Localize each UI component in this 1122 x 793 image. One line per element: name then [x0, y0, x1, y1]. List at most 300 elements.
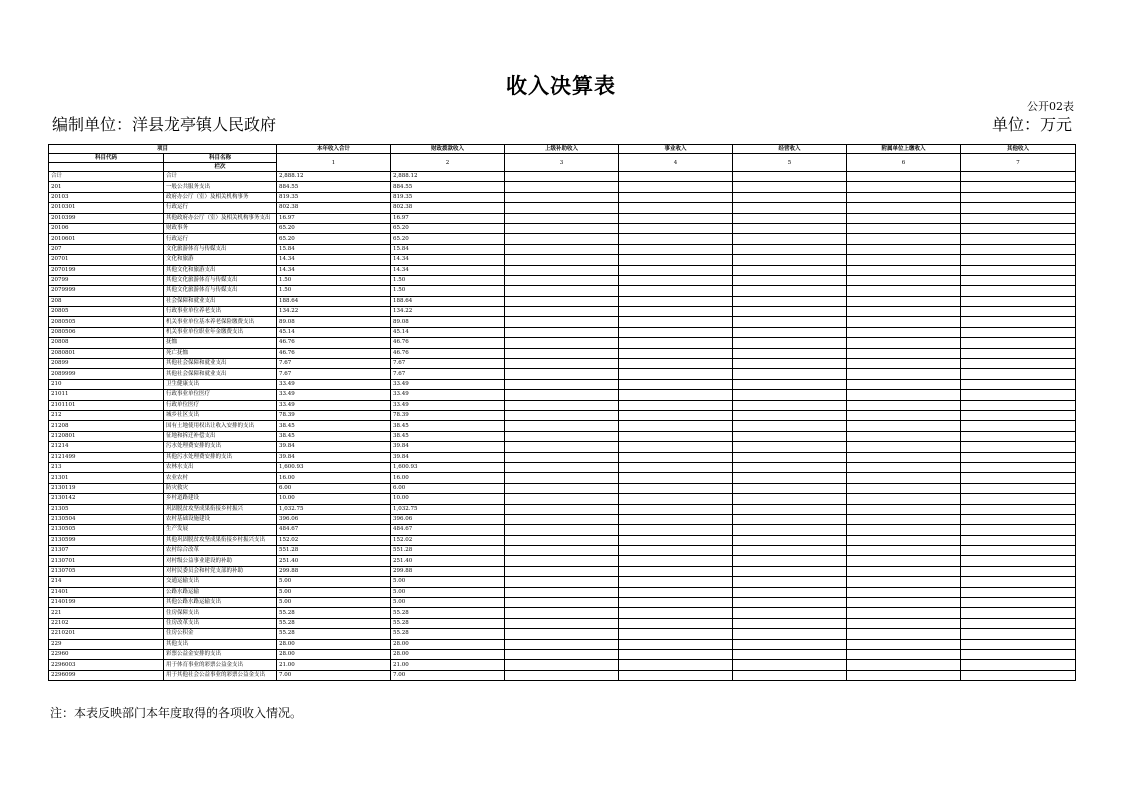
- header-index-7: 7: [961, 154, 1076, 172]
- cell-code: 207: [49, 244, 164, 254]
- cell-empty: [505, 286, 619, 296]
- cell-empty: [961, 431, 1076, 441]
- cell-fiscal: 55.28: [391, 618, 505, 628]
- cell-empty: [619, 286, 733, 296]
- cell-name: 征地和拆迁补偿支出: [164, 431, 277, 441]
- cell-empty: [619, 670, 733, 680]
- cell-name: 用于其他社会公益事业的彩票公益金支出: [164, 670, 277, 680]
- cell-name: 住房公积金: [164, 629, 277, 639]
- cell-empty: [733, 348, 847, 358]
- cell-fiscal: 33.49: [391, 379, 505, 389]
- cell-total: 39.84: [277, 452, 391, 462]
- table-row: [49, 431, 1076, 441]
- cell-empty: [961, 192, 1076, 202]
- cell-empty: [847, 400, 961, 410]
- cell-empty: [847, 546, 961, 556]
- cell-empty: [847, 473, 961, 483]
- cell-empty: [733, 660, 847, 670]
- table-row: [49, 587, 1076, 597]
- cell-name: 财政事务: [164, 223, 277, 233]
- cell-total: 14.34: [277, 255, 391, 265]
- cell-fiscal: 10.00: [391, 494, 505, 504]
- cell-empty: [733, 598, 847, 608]
- cell-empty: [619, 255, 733, 265]
- org-label: 编制单位：洋县龙亭镇人民政府: [52, 115, 277, 134]
- cell-empty: [619, 577, 733, 587]
- cell-code: 2130505: [49, 525, 164, 535]
- cell-empty: [505, 452, 619, 462]
- cell-empty: [619, 172, 733, 182]
- cell-empty: [733, 265, 847, 275]
- cell-code: 22960: [49, 649, 164, 659]
- cell-fiscal: 2,888.12: [391, 172, 505, 182]
- cell-empty: [961, 296, 1076, 306]
- cell-empty: [847, 670, 961, 680]
- cell-empty: [847, 379, 961, 389]
- cell-empty: [733, 494, 847, 504]
- table-row: [49, 223, 1076, 233]
- cell-empty: [733, 421, 847, 431]
- cell-empty: [733, 317, 847, 327]
- cell-empty: [961, 369, 1076, 379]
- cell-empty: [619, 203, 733, 213]
- cell-empty: [505, 660, 619, 670]
- cell-empty: [961, 598, 1076, 608]
- cell-empty: [847, 504, 961, 514]
- unit-label: 单位：万元: [991, 115, 1072, 134]
- cell-total: 16.00: [277, 473, 391, 483]
- cell-code: 210: [49, 379, 164, 389]
- cell-empty: [961, 213, 1076, 223]
- cell-name: 其他文化旅游体育与传媒支出: [164, 286, 277, 296]
- cell-code: 212: [49, 410, 164, 420]
- cell-code: 2296003: [49, 660, 164, 670]
- cell-name: 城乡社区支出: [164, 410, 277, 420]
- cell-empty: [505, 546, 619, 556]
- cell-empty: [619, 452, 733, 462]
- cell-empty: [961, 473, 1076, 483]
- cell-code: 2130599: [49, 535, 164, 545]
- cell-fiscal: 396.06: [391, 514, 505, 524]
- cell-total: 6.00: [277, 483, 391, 493]
- cell-empty: [961, 234, 1076, 244]
- cell-name: 行政运行: [164, 203, 277, 213]
- cell-empty: [847, 223, 961, 233]
- cell-empty: [733, 649, 847, 659]
- cell-empty: [505, 275, 619, 285]
- cell-total: 7.00: [277, 670, 391, 680]
- cell-name: 文化和旅游: [164, 255, 277, 265]
- table-row: [49, 462, 1076, 472]
- cell-empty: [847, 577, 961, 587]
- table-row: [49, 172, 1076, 182]
- cell-code: 2080505: [49, 317, 164, 327]
- cell-total: 884.55: [277, 182, 391, 192]
- cell-name: 对村级公益事业建设的补助: [164, 556, 277, 566]
- cell-total: 55.28: [277, 608, 391, 618]
- cell-empty: [733, 577, 847, 587]
- cell-fiscal: 188.64: [391, 296, 505, 306]
- table-row: [49, 213, 1076, 223]
- cell-empty: [961, 504, 1076, 514]
- cell-empty: [847, 317, 961, 327]
- cell-empty: [505, 234, 619, 244]
- cell-empty: [505, 649, 619, 659]
- cell-total: 46.76: [277, 338, 391, 348]
- table-row: [49, 410, 1076, 420]
- cell-empty: [733, 618, 847, 628]
- cell-code: 208: [49, 296, 164, 306]
- cell-code: 20103: [49, 192, 164, 202]
- cell-empty: [733, 327, 847, 337]
- cell-empty: [847, 182, 961, 192]
- cell-total: 251.40: [277, 556, 391, 566]
- cell-empty: [961, 660, 1076, 670]
- cell-empty: [847, 275, 961, 285]
- cell-name: 农林水支出: [164, 462, 277, 472]
- cell-name: 死亡抚恤: [164, 348, 277, 358]
- cell-empty: [961, 525, 1076, 535]
- cell-total: 5.00: [277, 587, 391, 597]
- cell-name: 其他政府办公厅（室）及相关机构事务支出: [164, 213, 277, 223]
- cell-code: 21307: [49, 546, 164, 556]
- cell-total: 152.02: [277, 535, 391, 545]
- cell-empty: [847, 410, 961, 420]
- cell-empty: [847, 462, 961, 472]
- cell-empty: [961, 608, 1076, 618]
- cell-empty: [733, 483, 847, 493]
- cell-empty: [619, 598, 733, 608]
- cell-empty: [733, 608, 847, 618]
- cell-total: 33.49: [277, 379, 391, 389]
- cell-empty: [961, 546, 1076, 556]
- cell-code: 201: [49, 182, 164, 192]
- cell-empty: [619, 327, 733, 337]
- cell-total: 7.67: [277, 359, 391, 369]
- cell-total: 819.35: [277, 192, 391, 202]
- cell-code: 21305: [49, 504, 164, 514]
- cell-name: 农业农村: [164, 473, 277, 483]
- cell-empty: [733, 442, 847, 452]
- cell-name: 防灾救灾: [164, 483, 277, 493]
- cell-total: 39.84: [277, 442, 391, 452]
- cell-empty: [619, 338, 733, 348]
- table-row: [49, 566, 1076, 576]
- cell-empty: [505, 369, 619, 379]
- cell-empty: [619, 514, 733, 524]
- cell-empty: [847, 442, 961, 452]
- cell-empty: [847, 192, 961, 202]
- cell-empty: [733, 670, 847, 680]
- cell-empty: [505, 379, 619, 389]
- cell-total: 1,600.93: [277, 462, 391, 472]
- header-col-3: 上级补助收入: [505, 145, 619, 154]
- header-class: 栏次: [164, 163, 277, 172]
- cell-empty: [505, 192, 619, 202]
- table-row: [49, 442, 1076, 452]
- cell-total: 38.45: [277, 421, 391, 431]
- cell-total: 1,032.75: [277, 504, 391, 514]
- table-row: [49, 192, 1076, 202]
- cell-name: 住房改革支出: [164, 618, 277, 628]
- cell-code: 213: [49, 462, 164, 472]
- table-row: [49, 317, 1076, 327]
- cell-fiscal: 1,032.75: [391, 504, 505, 514]
- cell-empty: [505, 244, 619, 254]
- cell-empty: [505, 483, 619, 493]
- cell-empty: [505, 629, 619, 639]
- cell-name: 文化旅游体育与传媒支出: [164, 244, 277, 254]
- cell-empty: [847, 618, 961, 628]
- cell-code: 2130705: [49, 566, 164, 576]
- cell-code: 20805: [49, 307, 164, 317]
- cell-empty: [619, 296, 733, 306]
- cell-code: 2010601: [49, 234, 164, 244]
- cell-empty: [505, 359, 619, 369]
- cell-code: 229: [49, 639, 164, 649]
- cell-fiscal: 14.34: [391, 255, 505, 265]
- cell-code: 2101101: [49, 400, 164, 410]
- cell-total: 2,888.12: [277, 172, 391, 182]
- cell-empty: [961, 566, 1076, 576]
- cell-empty: [505, 442, 619, 452]
- cell-name: 行政事业单位养老支出: [164, 307, 277, 317]
- cell-empty: [733, 587, 847, 597]
- cell-name: 交通运输支出: [164, 577, 277, 587]
- table-row: [49, 275, 1076, 285]
- table-row: [49, 400, 1076, 410]
- cell-empty: [847, 649, 961, 659]
- cell-empty: [505, 255, 619, 265]
- table-row: [49, 546, 1076, 556]
- table-row: [49, 359, 1076, 369]
- cell-code: 20106: [49, 223, 164, 233]
- cell-empty: [961, 172, 1076, 182]
- cell-fiscal: 21.00: [391, 660, 505, 670]
- header-col-6: 附属单位上缴收入: [847, 145, 961, 154]
- cell-empty: [733, 182, 847, 192]
- cell-empty: [505, 473, 619, 483]
- cell-name: 污水处理费安排的支出: [164, 442, 277, 452]
- cell-empty: [733, 234, 847, 244]
- cell-total: 551.28: [277, 546, 391, 556]
- cell-empty: [961, 317, 1076, 327]
- cell-empty: [847, 421, 961, 431]
- cell-empty: [961, 587, 1076, 597]
- cell-code: 2070199: [49, 265, 164, 275]
- cell-empty: [505, 348, 619, 358]
- cell-empty: [505, 639, 619, 649]
- cell-empty: [733, 390, 847, 400]
- cell-name: 巩固脱贫攻坚成果衔接乡村振兴: [164, 504, 277, 514]
- cell-fiscal: 38.45: [391, 431, 505, 441]
- cell-code: 2140199: [49, 598, 164, 608]
- cell-empty: [733, 296, 847, 306]
- cell-empty: [961, 390, 1076, 400]
- cell-empty: [961, 223, 1076, 233]
- cell-empty: [961, 359, 1076, 369]
- cell-empty: [961, 649, 1076, 659]
- cell-total: 1.50: [277, 275, 391, 285]
- cell-fiscal: 45.14: [391, 327, 505, 337]
- cell-empty: [733, 400, 847, 410]
- cell-empty: [505, 327, 619, 337]
- cell-code: 2296099: [49, 670, 164, 680]
- table-row: [49, 556, 1076, 566]
- cell-total: 16.97: [277, 213, 391, 223]
- cell-name: 彩票公益金安排的支出: [164, 649, 277, 659]
- cell-empty: [733, 359, 847, 369]
- cell-empty: [505, 556, 619, 566]
- cell-name: 机关事业单位基本养老保险缴费支出: [164, 317, 277, 327]
- form-number: 公开02表: [1027, 100, 1074, 113]
- cell-name: 社会保障和就业支出: [164, 296, 277, 306]
- header-code: 科目代码: [49, 154, 164, 163]
- cell-total: 33.49: [277, 390, 391, 400]
- cell-empty: [505, 307, 619, 317]
- cell-empty: [847, 348, 961, 358]
- cell-empty: [619, 483, 733, 493]
- cell-code: 2080801: [49, 348, 164, 358]
- cell-empty: [847, 307, 961, 317]
- cell-name: 用于体育事业的彩票公益金支出: [164, 660, 277, 670]
- cell-total: 10.00: [277, 494, 391, 504]
- cell-code: 2130119: [49, 483, 164, 493]
- cell-empty: [847, 203, 961, 213]
- cell-empty: [961, 182, 1076, 192]
- table-row: [49, 265, 1076, 275]
- cell-empty: [847, 359, 961, 369]
- cell-total: 55.28: [277, 629, 391, 639]
- table-row: [49, 452, 1076, 462]
- cell-empty: [733, 192, 847, 202]
- cell-empty: [847, 566, 961, 576]
- cell-fiscal: 14.34: [391, 265, 505, 275]
- cell-fiscal: 55.28: [391, 608, 505, 618]
- table-row: [49, 473, 1076, 483]
- table-row: [49, 379, 1076, 389]
- cell-empty: [733, 556, 847, 566]
- table-row: [49, 618, 1076, 628]
- table-row: [49, 525, 1076, 535]
- cell-empty: [847, 608, 961, 618]
- table-row: [49, 234, 1076, 244]
- cell-empty: [847, 483, 961, 493]
- cell-total: 28.00: [277, 649, 391, 659]
- cell-code: 合计: [49, 172, 164, 182]
- cell-empty: [505, 494, 619, 504]
- header-index-6: 6: [847, 154, 961, 172]
- cell-empty: [619, 421, 733, 431]
- cell-fiscal: 134.22: [391, 307, 505, 317]
- cell-empty: [619, 359, 733, 369]
- cell-fiscal: 1.50: [391, 275, 505, 285]
- table-row: [49, 639, 1076, 649]
- table-row: [49, 421, 1076, 431]
- cell-empty: [505, 172, 619, 182]
- cell-empty: [505, 618, 619, 628]
- cell-empty: [619, 379, 733, 389]
- cell-total: 21.00: [277, 660, 391, 670]
- cell-empty: [847, 265, 961, 275]
- cell-name: 政府办公厅（室）及相关机构事务: [164, 192, 277, 202]
- cell-empty: [505, 410, 619, 420]
- cell-fiscal: 7.00: [391, 670, 505, 680]
- cell-total: 14.34: [277, 265, 391, 275]
- cell-empty: [505, 421, 619, 431]
- cell-code: 2010301: [49, 203, 164, 213]
- cell-empty: [505, 338, 619, 348]
- cell-fiscal: 28.00: [391, 649, 505, 659]
- cell-empty: [619, 265, 733, 275]
- cell-empty: [733, 203, 847, 213]
- cell-total: 38.45: [277, 431, 391, 441]
- cell-empty: [847, 639, 961, 649]
- table-row: [49, 296, 1076, 306]
- cell-empty: [505, 317, 619, 327]
- cell-empty: [733, 452, 847, 462]
- cell-name: 其他社会保障和就业支出: [164, 369, 277, 379]
- cell-empty: [505, 203, 619, 213]
- cell-empty: [619, 535, 733, 545]
- cell-empty: [619, 369, 733, 379]
- cell-empty: [505, 213, 619, 223]
- cell-name: 国有土地使用权出让收入安排的支出: [164, 421, 277, 431]
- cell-fiscal: 28.00: [391, 639, 505, 649]
- cell-empty: [619, 192, 733, 202]
- cell-empty: [961, 203, 1076, 213]
- cell-fiscal: 299.88: [391, 566, 505, 576]
- cell-fiscal: 78.39: [391, 410, 505, 420]
- cell-name: 其他文化旅游体育与传媒支出: [164, 275, 277, 285]
- cell-name: 乡村道路建设: [164, 494, 277, 504]
- cell-code: 221: [49, 608, 164, 618]
- cell-empty: [733, 275, 847, 285]
- cell-empty: [961, 275, 1076, 285]
- table-row: [49, 390, 1076, 400]
- cell-name: 其他文化和旅游支出: [164, 265, 277, 275]
- table-row: [49, 255, 1076, 265]
- cell-empty: [505, 577, 619, 587]
- cell-name: 生产发展: [164, 525, 277, 535]
- cell-empty: [961, 379, 1076, 389]
- cell-empty: [847, 296, 961, 306]
- cell-empty: [961, 670, 1076, 680]
- cell-empty: [847, 172, 961, 182]
- header-index-5: 5: [733, 154, 847, 172]
- cell-empty: [961, 244, 1076, 254]
- cell-name: 对村民委员会和村党支部的补助: [164, 566, 277, 576]
- cell-fiscal: 251.40: [391, 556, 505, 566]
- header-index-1: 1: [277, 154, 391, 172]
- table-row: [49, 338, 1076, 348]
- cell-fiscal: 884.55: [391, 182, 505, 192]
- cell-code: 2010399: [49, 213, 164, 223]
- table-row: [49, 577, 1076, 587]
- cell-empty: [619, 618, 733, 628]
- cell-fiscal: 55.28: [391, 629, 505, 639]
- cell-empty: [961, 348, 1076, 358]
- cell-empty: [733, 307, 847, 317]
- cell-fiscal: 7.67: [391, 359, 505, 369]
- cell-empty: [619, 660, 733, 670]
- cell-empty: [733, 369, 847, 379]
- cell-empty: [733, 473, 847, 483]
- cell-empty: [847, 494, 961, 504]
- cell-empty: [619, 462, 733, 472]
- cell-empty: [505, 587, 619, 597]
- cell-total: 33.49: [277, 400, 391, 410]
